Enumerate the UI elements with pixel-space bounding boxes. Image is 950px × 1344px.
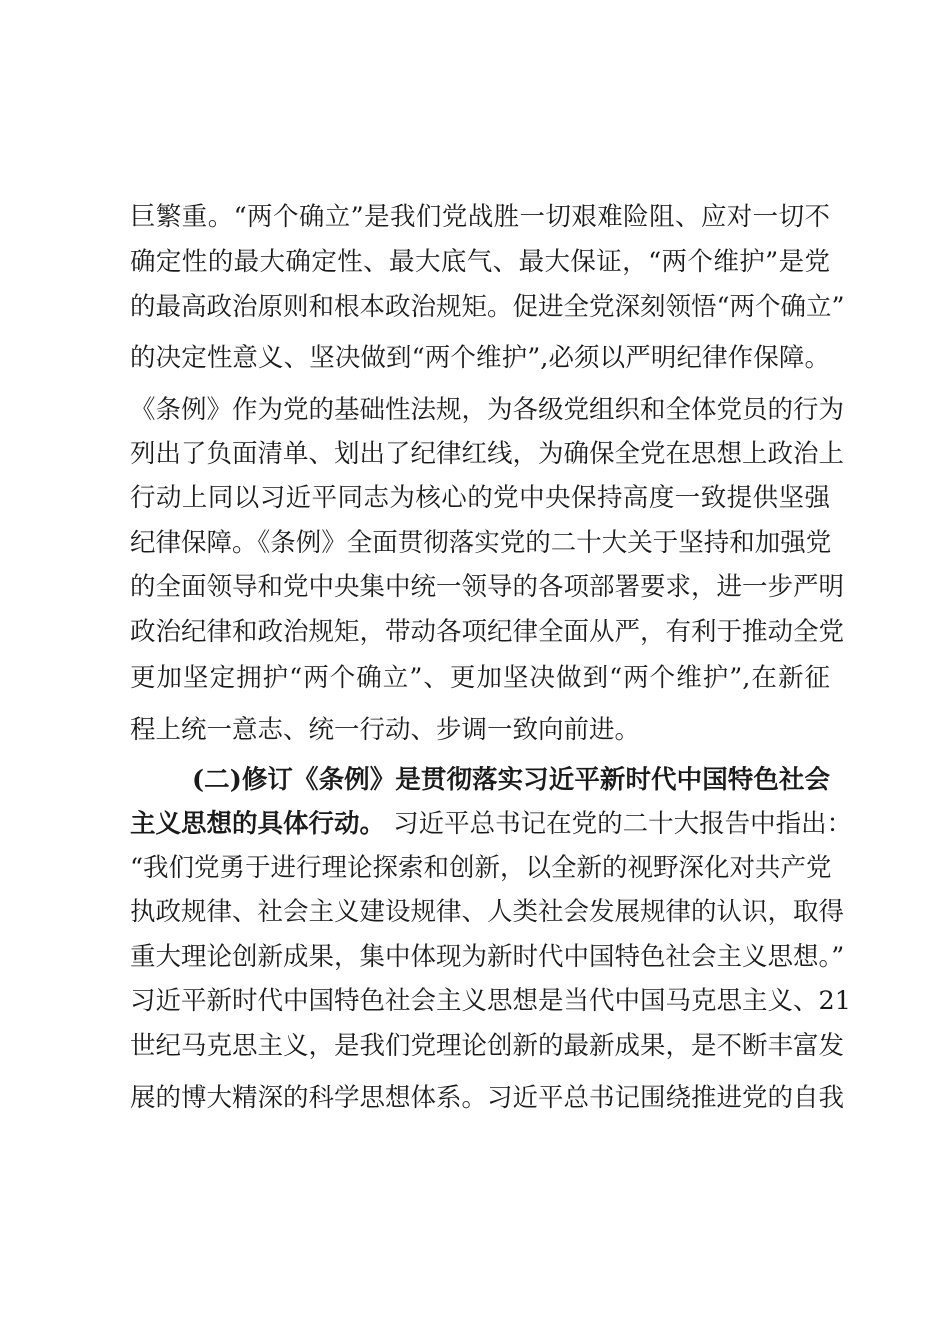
body-line-1: 巨繁重。“两个确立”是我们党战胜一切艰难险阻、应对一切不 [130, 202, 830, 232]
section-line-1: “我们党勇于进行理论探索和创新，以全新的视野深化对共产党 [130, 853, 832, 883]
section-heading-line-1: (二)修订《条例》是贯彻落实习近平新时代中国特色社会 [192, 765, 830, 795]
section-heading-rest-text: 习近平总书记在党的二十大报告中指出： [385, 809, 853, 839]
body-line-7: 行动上同以习近平同志为核心的党中央保持高度一致提供坚强 [130, 483, 830, 513]
body-line-10: 政治纪律和政治规矩，带动各项纪律全面从严，有利于推动全党 [130, 617, 845, 647]
body-line-8: 纪律保障。《条例》全面贯彻落实党的二十大关于坚持和加强党 [130, 528, 832, 558]
body-line-12: 程上统一意志、统一行动、步调一致向前进。 [130, 715, 641, 745]
body-line-5: 《条例》作为党的基础性法规，为各级党组织和全体党员的行为 [130, 395, 845, 425]
section-heading-bold-text: 主义思想的具体行动。 [130, 809, 386, 839]
section-line-6: 展的博大精深的科学思想体系。习近平总书记围绕推进党的自我 [130, 1083, 845, 1113]
section-line-3: 重大理论创新成果，集中体现为新时代中国特色社会主义思想。” [130, 942, 845, 972]
body-line-2: 确定性的最大确定性、最大底气、最大保证，“两个维护”是党 [130, 247, 830, 277]
body-line-4: 的决定性意义、坚决做到“两个维护”,必须以严明纪律作保障。 [130, 343, 830, 373]
body-line-3: 的最高政治原则和根本政治规矩。促进全党深刻领悟“两个确立” [130, 292, 845, 322]
section-heading-line-2 [130, 806, 853, 842]
body-line-11: 更加坚定拥护“两个确立”、更加坚决做到“两个维护”,在新征 [130, 663, 830, 693]
body-line-6: 列出了负面清单、划出了纪律红线，为确保全党在思想上政治上 [130, 439, 845, 469]
section-line-4: 习近平新时代中国特色社会主义思想是当代中国马克思主义、21 [130, 986, 851, 1016]
section-line-5: 世纪马克思主义，是我们党理论创新的最新成果，是不断丰富发 [130, 1031, 845, 1061]
body-line-9: 的全面领导和党中央集中统一领导的各项部署要求，进一步严明 [130, 572, 845, 602]
section-line-2: 执政规律、社会主义建设规律、人类社会发展规律的认识，取得 [130, 897, 845, 927]
